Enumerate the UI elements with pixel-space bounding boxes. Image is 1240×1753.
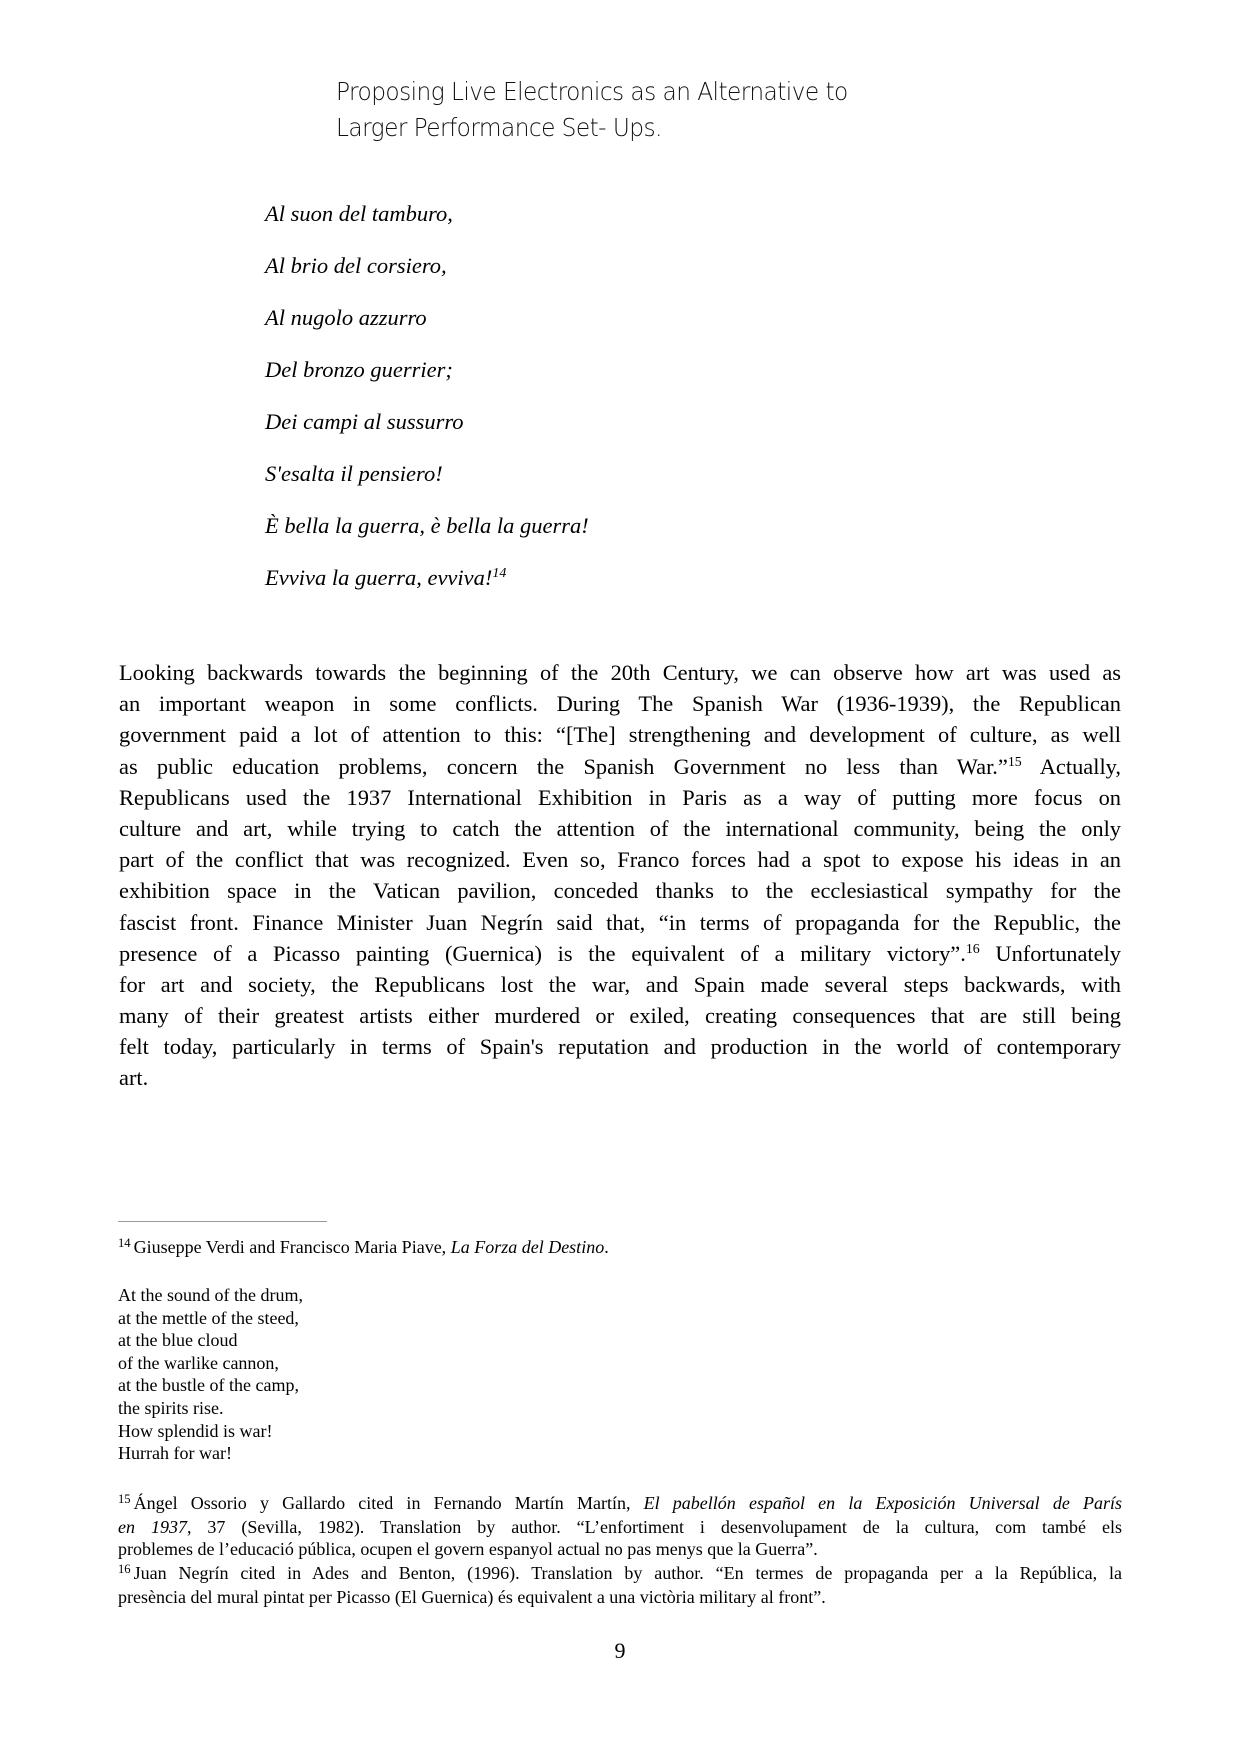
body-line: fascist front. Finance Minister Juan Negrín said that, “in terms of propaganda for the Republic, the (119, 909, 1121, 935)
poem-line-last (265, 552, 589, 604)
verse-line: at the bustle of the camp, (118, 1375, 299, 1396)
poem-line: Al suon del tamburo, (265, 201, 453, 226)
verse-line: at the blue cloud (118, 1330, 238, 1351)
poem-line: È bella la guerra, è bella la guerra! (265, 513, 589, 538)
footnote-14: $^{14}$ Giuseppe Verdi and Francisco Maria Piave, La Forza del Destino. At the sound of the drum, at the mettle of the steed, at the blue cloud of the warlike cannon, at the bustle of the camp, the spirits rise. How splendid is war! Hurrah for war! (118, 1237, 1122, 1465)
verse-line: At the sound of the drum, (118, 1285, 303, 1305)
body-line-last: art. (119, 1065, 149, 1091)
footnote-separator (118, 1221, 327, 1222)
body-line: for art and society, the Republicans lost the war, and Spain made several steps backwards, with (119, 971, 1121, 997)
verse-line: Hurrah for war! (118, 1443, 232, 1464)
page-number: 9 (614, 1638, 626, 1663)
poem-line: Al nugolo azzurro (265, 305, 427, 330)
body-line: felt today, particularly in terms of Spain's reputation and production in the world of contemporary (119, 1034, 1121, 1060)
body-line: Looking backwards towards the beginning of the 20th Century, we can observe how art was used as (119, 660, 1121, 685)
verse-line: of the warlike cannon, (118, 1352, 279, 1373)
work-title: La Forza del Destino (450, 1237, 605, 1257)
poem-line: Dei campi al sussurro (265, 409, 464, 434)
body-line: many of their greatest artists either murdered or exiled, creating consequences that are still being (119, 1003, 1121, 1029)
footnotes (118, 1236, 1122, 1607)
body-line: part of the conflict that was recognized. Even so, Franco forces had a spot to expose his ideas in an (119, 847, 1121, 873)
footnote-number: 16 (118, 1562, 131, 1577)
translated-verse (118, 1284, 1122, 1465)
italian-poem-quote (265, 188, 589, 604)
running-title-line-1: Proposing Live Electronics as an Alternative to (336, 77, 848, 106)
poem-line-text: Evviva la guerra, evviva! (265, 565, 493, 590)
body-line: an important weapon in some conflicts. During The Spanish War (1936-1939), the Republican (119, 691, 1121, 717)
footnote-ref-14[interactable]: 14 (492, 566, 507, 582)
body-line: culture and art, while trying to catch the attention of the international community, being the only (119, 815, 1121, 841)
footnote-number: 15 (118, 1492, 131, 1507)
poem-line: Al brio del corsiero, (265, 253, 447, 278)
footnote-ref-15[interactable]: 15 (1007, 754, 1022, 770)
body-line: as public education problems, concern the Spanish Government no less than War.”$^{15}$ Actually, (119, 753, 1122, 779)
poem-line: S'esalta il pensiero! (265, 461, 443, 486)
footnote-ref-16[interactable]: 16 (965, 942, 980, 958)
verse-line: the spirits rise. (118, 1397, 224, 1418)
running-title-line-2: Larger Performance Set- Ups. (336, 113, 662, 142)
body-line: Republicans used the 1937 International Exhibition in Paris as a way of putting more focus on (119, 784, 1121, 810)
footnote-15: $^{15}$ Ángel Ossorio y Gallardo cited in Fernando Martín Martín, El pabellón español en la Exposición Universal de París en 1937, 37 (Sevilla, 1982). Translation by author. “L’enfortiment i desenvolupament de la cultura, com també els problemes de l’educació pública, ocupen el govern espanyol actual no pas menys que la Guerra”. (118, 1492, 1122, 1559)
verse-line: How splendid is war! (118, 1420, 273, 1441)
running-title (336, 74, 848, 146)
body-paragraph (119, 657, 1121, 1094)
footnote-number: 14 (118, 1236, 131, 1251)
body-line: exhibition space in the Vatican pavilion, conceded thanks to the ecclesiastical sympathy for the (119, 878, 1121, 904)
footnote-16: $^{16}$ Juan Negrín cited in Ades and Benton, (1996). Translation by author. “En termes de propaganda per a la República, la presència del mural pintat per Picasso (El Guernica) és equivalent a una victòria military al front”. (118, 1562, 1122, 1607)
body-line: government paid a lot of attention to this: “[The] strengthening and development of culture, as well (119, 722, 1121, 748)
verse-line: at the mettle of the steed, (118, 1307, 299, 1328)
body-line: presence of a Picasso painting (Guernica) is the equivalent of a military victory”.$^{16}$ Unfortunately (119, 940, 1122, 966)
poem-line: Del bronzo guerrier; (265, 357, 453, 382)
